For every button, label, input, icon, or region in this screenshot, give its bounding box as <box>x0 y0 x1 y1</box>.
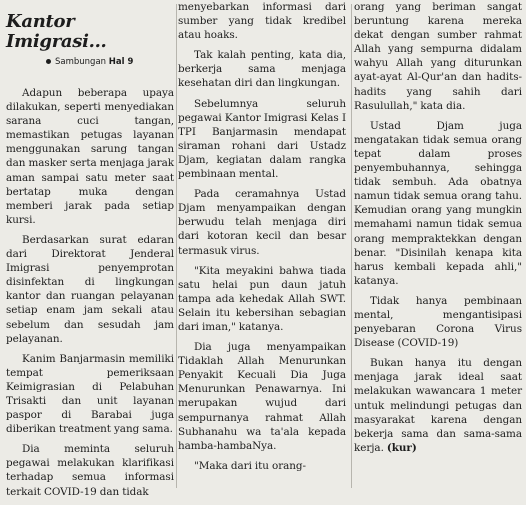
paragraph: Ustad Djam juga mengatakan tidak semua orang tepat dalam proses penyembuhannya, sehingga tidak sembuh. Ada obatnya namun tidak semua orang tahu. Kemudian orang yang mungkin memahami namun tidak semua orang mempraktekkan dengan benar. "Disinilah kenapa kita harus kembali kepada ahli," katanya. <box>354 119 522 287</box>
paragraph <box>354 356 522 455</box>
paragraph: Dia juga menyampaikan Tidaklah Allah Menurunkan Penyakit Kecuali Dia Juga Menurunkan Penawarnya. Ini merupakan wujud dari sempurnanya rahmat Allah Subhanahu wa ta'ala kepada hamba-hambaNya. <box>178 341 346 452</box>
paragraph: menyebarkan informasi dari sumber yang tidak kredibel atau hoaks. <box>178 1 346 42</box>
continuation-label: Sambungan <box>55 57 107 67</box>
continuation-page: Hal 9 <box>108 57 134 67</box>
paragraph: Pada ceramahnya Ustad Djam menyampaikan dengan berwudu telah menjaga diri dari kotoran kecil dan besar termasuk virus. <box>178 188 346 257</box>
column-rule <box>351 4 352 488</box>
paragraph-text: Bukan hanya itu dengan menjaga jarak ideal saat melakukan wawancara 1 meter untuk melindungi petugas dan masyarakat karena dengan bekerja sama dan sama-sama kerja. <box>354 357 522 454</box>
author-credit: (kur) <box>386 441 417 454</box>
paragraph: Kanim Banjarmasin memiliki tempat pemeriksaan Keimigrasian di Pelabuhan Trisakti dan unit layanan paspor di Barabai juga diberikan treatment yang sama. <box>6 352 174 436</box>
paragraph: Sebelumnya seluruh pegawai Kantor Imigrasi Kelas I TPI Banjarmasin mendapat siraman rohani dari Ustadz Djam, kegiatan dalam rangka pembinaan mental. <box>178 97 346 181</box>
paragraph: "Maka dari itu orang- <box>194 459 306 472</box>
article-column-2 <box>178 0 346 479</box>
paragraph: Adapun beberapa upaya dilakukan, seperti menyediakan sarana cuci tangan, memastikan petugas layanan menggunakan sarung tangan dan masker serta menjaga jarak aman sampai satu meter saat bertatap muka dengan memberi jarak pada setiap kursi. <box>6 87 174 226</box>
paragraph: orang yang beriman sangat beruntung karena mereka dekat dengan sumber rahmat Allah yang sempurna didalam wahyu Allah yang diturunkan ayat-ayat Al-Qur'an dan hadits-hadits yang sahih dari Rasulullah," kata dia. <box>354 1 522 112</box>
paragraph: "Kita meyakini bahwa tiada satu helai pun daun jatuh tampa ada kehedak Allah SWT. Selain itu kebersihan sebagian dari iman," katanya. <box>178 264 346 333</box>
paragraph: Dia meminta seluruh pegawai melakukan klarifikasi terhadap semua informasi terkait COVID-19 dan tidak <box>6 443 174 498</box>
bullet-icon <box>46 59 51 64</box>
continuation-note <box>46 56 174 68</box>
paragraph: Tak kalah penting, kata dia, berkerja sama menjaga kesehatan diri dan lingkungan. <box>178 49 346 90</box>
paragraph: Tidak hanya pembinaan mental, mengantisipasi penyebaran Corona Virus Disease (COVID-19) <box>354 294 522 350</box>
paragraph: Berdasarkan surat edaran dari Direktorat Jenderal Imigrasi penyemprotan disinfektan di lingkungan kantor dan ruangan pelayanan setiap enam jam sekali atau sebelum dan sesudah jam pelayanan. <box>6 233 174 345</box>
article-headline: Kantor Imigrasi... <box>6 11 107 52</box>
column-rule <box>176 4 177 488</box>
article-column-1 <box>6 0 174 505</box>
article-column-3 <box>354 0 522 461</box>
